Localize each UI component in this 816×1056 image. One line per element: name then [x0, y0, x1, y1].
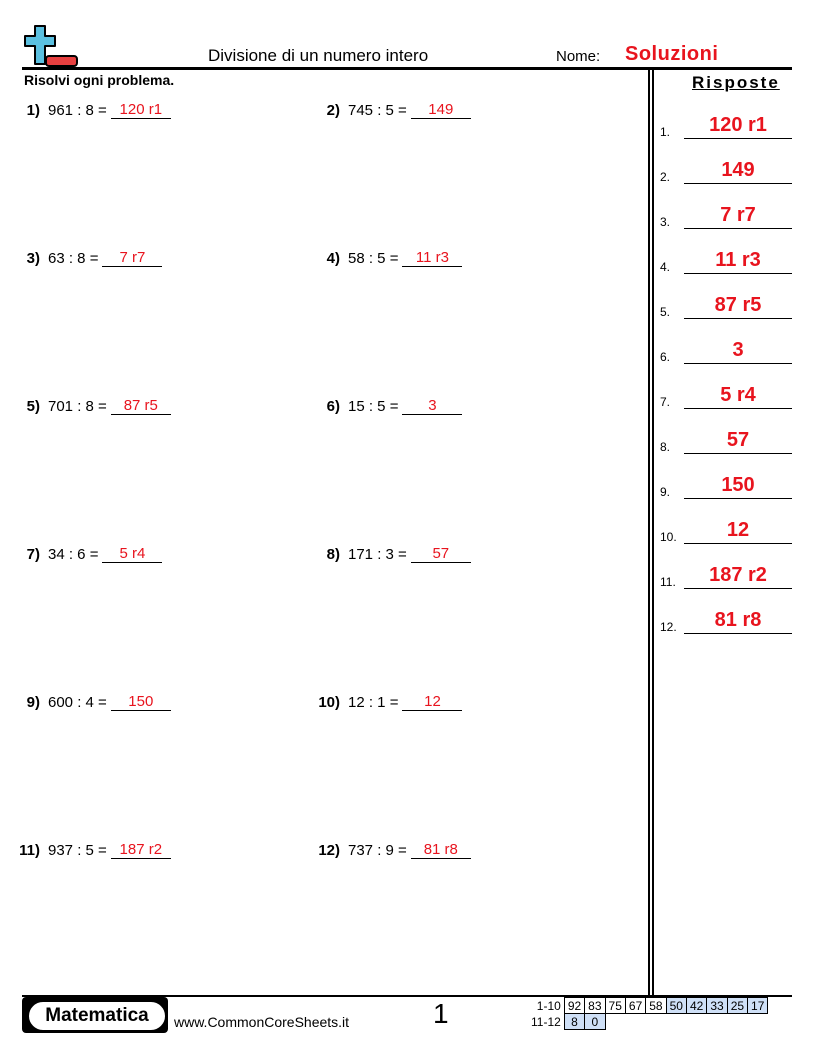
score-cell: 92 [564, 998, 584, 1014]
answer-key-item [660, 249, 792, 274]
score-cell: 0 [585, 1014, 605, 1030]
answer-key-number: 3. [660, 215, 671, 229]
answer-blank[interactable]: 150 [111, 693, 171, 711]
problem-number: 3) [26, 250, 40, 267]
instructions: Risolvi ogni problema. [24, 72, 175, 88]
problem-number: 11) [19, 842, 40, 859]
answer-key-number: 5. [660, 305, 671, 319]
brand-badge: Matematica [27, 1000, 167, 1032]
answer-blank[interactable]: 12 [402, 693, 462, 711]
problem-expression: 745 : 5 = [348, 102, 407, 119]
answer-key-item [660, 159, 792, 184]
answer-key-item [660, 384, 792, 409]
answer-blank[interactable]: 87 r5 [111, 397, 171, 415]
answer-key-item [660, 519, 792, 544]
problem-expression: 737 : 9 = [348, 842, 407, 859]
problem-expression: 34 : 6 = [48, 546, 99, 563]
problem-number: 7) [26, 546, 40, 563]
answer-key-value: 149 [684, 159, 792, 184]
column-divider [648, 69, 650, 995]
answer-key-item [660, 114, 792, 139]
problem-expression: 600 : 4 = [48, 694, 107, 711]
answer-key-number: 1. [660, 125, 671, 139]
answer-key-value: 12 [684, 519, 792, 544]
score-cell: 50 [666, 998, 686, 1014]
answer-key-number: 6. [660, 350, 671, 364]
problem [14, 545, 162, 563]
problem [14, 397, 171, 415]
score-cell: 8 [564, 1014, 584, 1030]
answer-blank[interactable]: 81 r8 [411, 841, 471, 859]
problem-number: 9) [26, 694, 40, 711]
column-divider [652, 69, 654, 995]
name-label: Nome: [556, 48, 601, 65]
problem-expression: 15 : 5 = [348, 398, 399, 415]
logo-plus-minus-icon [22, 24, 80, 68]
score-cell: 83 [585, 998, 605, 1014]
problem [14, 693, 171, 711]
problem [314, 397, 462, 415]
problem-number: 10) [318, 694, 340, 711]
answer-key-value: 7 r7 [684, 204, 792, 229]
problem-expression: 58 : 5 = [348, 250, 399, 267]
score-cell: 58 [646, 998, 666, 1014]
answers-title: Risposte [692, 73, 780, 92]
score-row-label: 11-12 [531, 1014, 561, 1029]
answer-blank[interactable]: 5 r4 [102, 545, 162, 563]
answer-blank[interactable]: 11 r3 [402, 249, 462, 267]
problem-expression: 961 : 8 = [48, 102, 107, 119]
answer-key-number: 10. [660, 530, 677, 544]
problem [314, 545, 471, 563]
problem-number: 4) [326, 250, 340, 267]
site-url: www.CommonCoreSheets.it [174, 1014, 350, 1030]
score-cell: 67 [625, 998, 645, 1014]
answer-blank[interactable]: 149 [411, 101, 471, 119]
problem [314, 693, 462, 711]
answer-key-item [660, 564, 792, 589]
answer-key-value: 120 r1 [684, 114, 792, 139]
answer-blank[interactable]: 57 [411, 545, 471, 563]
problem-number: 2) [326, 102, 340, 119]
answer-key-value: 3 [684, 339, 792, 364]
problem [314, 249, 462, 267]
answer-blank[interactable]: 3 [402, 397, 462, 415]
answer-blank[interactable]: 7 r7 [102, 249, 162, 267]
answer-key-number: 9. [660, 485, 671, 499]
name-value: Soluzioni [625, 43, 719, 65]
problem-expression: 12 : 1 = [348, 694, 399, 711]
problem [314, 841, 471, 859]
problem-number: 5) [26, 398, 40, 415]
score-row-label: 1-10 [536, 998, 561, 1013]
answer-key-value: 87 r5 [684, 294, 792, 319]
problem-number: 12) [318, 842, 340, 859]
score-cell: 25 [727, 998, 747, 1014]
problem [14, 249, 162, 267]
problem-expression: 937 : 5 = [48, 842, 107, 859]
score-row [528, 1014, 768, 1030]
answer-key-value: 5 r4 [684, 384, 792, 409]
worksheet-title: Divisione di un numero intero [208, 46, 429, 65]
answer-blank[interactable]: 120 r1 [111, 101, 171, 119]
answer-key-value: 187 r2 [684, 564, 792, 589]
answer-key-item [660, 609, 792, 634]
answer-key-item [660, 474, 792, 499]
answer-key-number: 2. [660, 170, 671, 184]
answer-key-item [660, 294, 792, 319]
score-cell: 17 [748, 998, 768, 1014]
answer-key-number: 11. [660, 575, 676, 589]
answer-key-number: 7. [660, 395, 671, 409]
answer-key-item [660, 429, 792, 454]
problem [14, 101, 171, 119]
answer-key-value: 11 r3 [684, 249, 792, 274]
score-cell: 33 [707, 998, 727, 1014]
problem-expression: 171 : 3 = [348, 546, 407, 563]
answer-key-number: 8. [660, 440, 671, 454]
answer-blank[interactable]: 187 r2 [111, 841, 171, 859]
answer-key-value: 150 [684, 474, 792, 499]
answer-key-number: 4. [660, 260, 671, 274]
problem [314, 101, 471, 119]
answer-key-value: 81 r8 [684, 609, 792, 634]
score-cell: 75 [605, 998, 625, 1014]
problem-number: 6) [326, 398, 340, 415]
answer-key-number: 12. [660, 620, 677, 634]
score-table [528, 997, 768, 1030]
page-number: 1 [433, 998, 449, 1029]
header-divider [22, 67, 792, 70]
answer-key-item [660, 204, 792, 229]
problem-expression: 701 : 8 = [48, 398, 107, 415]
problem-expression: 63 : 8 = [48, 250, 99, 267]
problem-number: 1) [26, 102, 40, 119]
score-cell: 42 [686, 998, 706, 1014]
score-row [528, 998, 768, 1014]
problem [14, 841, 171, 859]
answer-key-value: 57 [684, 429, 792, 454]
problem-number: 8) [326, 546, 340, 563]
answer-key-item [660, 339, 792, 364]
